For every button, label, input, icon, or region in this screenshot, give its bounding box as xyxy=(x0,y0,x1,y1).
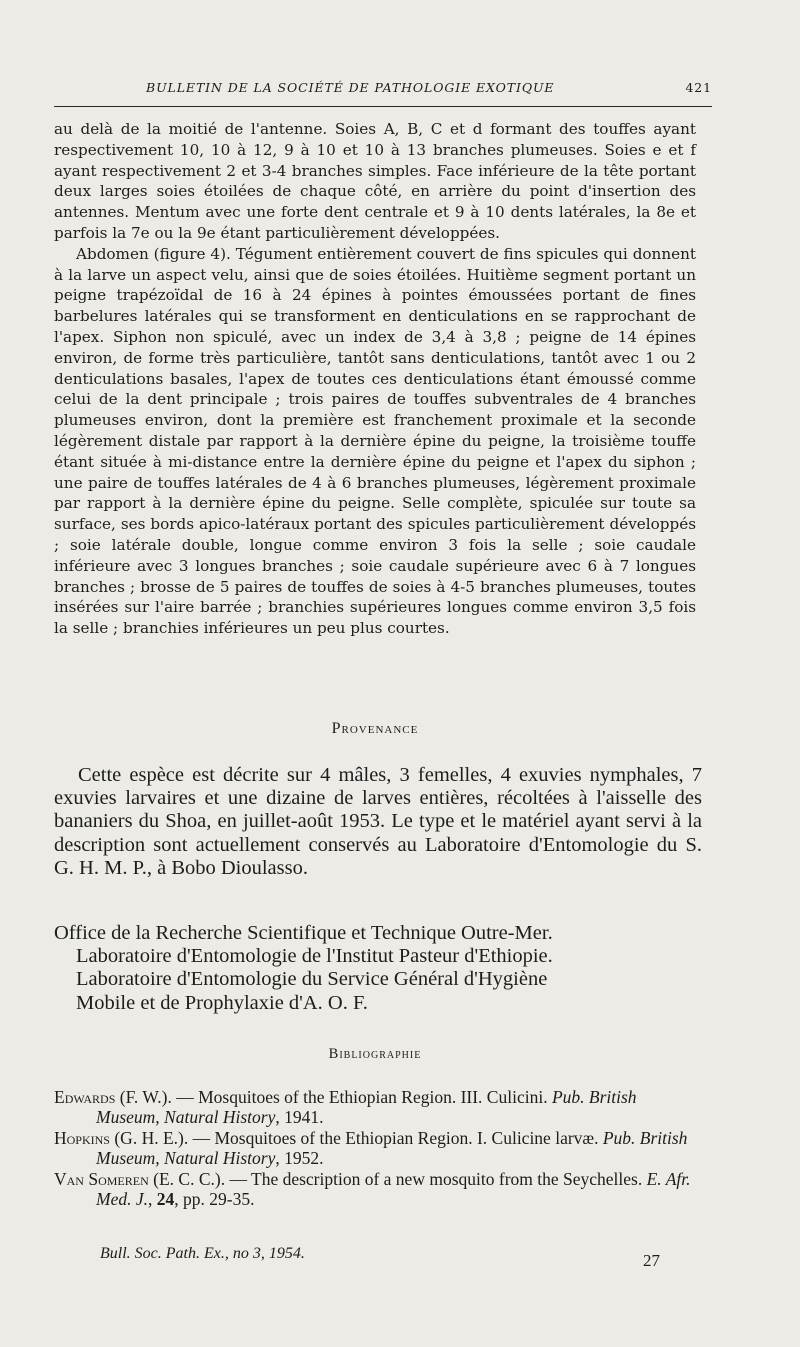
affiliation-line: Laboratoire d'Entomologie de l'Institut Pasteur d'Ethiopie. xyxy=(76,945,553,968)
bib-rest: , pp. 29-35. xyxy=(174,1189,255,1209)
provenance-text: Cette espèce est décrite sur 4 mâles, 3 femelles, 4 exuvies nymphales, 7 exuvies larvaires et une dizaine de larves entières, récoltées à l'aisselle des bananiers du Shoa, en juillet-août 1953. Le type et le matériel ayant servi à la description sont actuellement conservés au Laboratoire d'Entomologie du S. G. H. M. P., à Bobo Dioulasso. xyxy=(54,764,702,879)
bib-author: Hopkins xyxy=(54,1128,110,1148)
bib-rest: , 1952. xyxy=(275,1148,324,1168)
bib-author: Edwards xyxy=(54,1087,116,1107)
bibliography-heading: Bibliographie xyxy=(328,1046,422,1062)
bib-initials: (E. C. C.). — xyxy=(148,1169,251,1189)
bibliography-entry xyxy=(54,1128,702,1168)
bib-author: Van Someren xyxy=(54,1169,149,1189)
bib-title: Mosquitoes of the Ethiopian Region. I. Culicine larvæ. xyxy=(214,1128,603,1148)
paragraph-head-description: au delà de la moitié de l'antenne. Soies A, B, C et d formant des touffes ayant respectivement 10, 10 à 12, 9 à 10 et 10 à 13 branches plumeuses. Soies e et f ayant respectivement 2 et 3-4 branches simples. Face inférieure de la tête portant deux larges soies étoilées de chaque côté, en arrière du point d'insertion des antennes. Mentum avec une forte dent centrale et 9 à 10 dents latérales, la 8e et parfois la 7e ou la 9e étant particulièrement développées. xyxy=(54,120,696,242)
bib-volume: 24 xyxy=(156,1189,175,1209)
page-footer xyxy=(100,1245,660,1270)
bibliography-entry xyxy=(54,1087,702,1127)
footer-reference: Bull. Soc. Path. Ex., no 3, 1954. xyxy=(100,1245,305,1262)
body-text xyxy=(54,119,696,639)
paragraph-abdomen: Abdomen (figure 4). Tégument entièrement couvert de fins spicules qui donnent à la larve un aspect velu, ainsi que de soies étoilées. Huitième segment portant un peigne trapézoïdal de 16 à 24 épines à pointes émoussées portant de fines barbelures latérales qui se transforment en denticulations en se rapprochant de l'apex. Siphon non spiculé, avec un index de 3,4 à 3,8 ; peigne de 14 épines environ, de forme très particulière, tantôt sans denticulations, tantôt avec 1 ou 2 denticulations basales, l'apex de toutes ces denticulations étant émoussé comme celui de la dent principale ; trois paires de touffes subventrales de 4 branches plumeuses environ, dont la première est franchement proximale et la seconde légèrement distale par rapport à la dernière épine du peigne, la troisième touffe étant située à mi-distance entre la dernière épine du peigne et l'apex du siphon ; une paire de touffes latérales de 4 à 6 branches plumeuses, légèrement proximale par rapport à la dernière épine du peigne. Selle complète, spiculée sur toute sa surface, ses bords apico-latéraux portant des spicules particulièrement développés ; soie latérale double, longue comme environ 3 fois la selle ; soie caudale inférieure avec 3 longues branches ; soie caudale supérieure avec 6 à 7 longues branches ; brosse de 5 paires de touffes de soies à 4-5 branches plumeuses, toutes insérées sur l'aire barrée ; branchies supérieures longues comme environ 3,5 fois la selle ; branchies inférieures un peu plus courtes. xyxy=(54,244,696,638)
bib-source: Pub. British Museum, Natural History xyxy=(96,1128,688,1168)
bib-initials: (F. W.). — xyxy=(115,1087,199,1107)
page-number: 421 xyxy=(685,80,712,95)
affiliation-line: Mobile et de Prophylaxie d'A. O. F. xyxy=(76,991,368,1014)
running-title: BULLETIN DE LA SOCIÉTÉ DE PATHOLOGIE EXOTIQUE xyxy=(146,80,555,95)
bib-title: The description of a new mosquito from the Seychelles. xyxy=(251,1169,647,1189)
affiliations xyxy=(54,922,702,1015)
provenance-section xyxy=(54,764,702,880)
bib-source: Pub. British Museum, Natural History xyxy=(96,1087,637,1127)
bib-rest: , 1941. xyxy=(275,1107,324,1127)
provenance-heading: Provenance xyxy=(331,720,419,737)
bib-title: Mosquitoes of the Ethiopian Region. III. Culicini. xyxy=(198,1087,552,1107)
signature-number: 27 xyxy=(643,1251,660,1270)
bib-source: E. Afr. Med. J. xyxy=(96,1169,691,1209)
bibliography-entry: Van Someren (E. C. C.). — The description of a new mosquito from the Seychelles. E. Afr. Med. J., 24, pp. 29-35. xyxy=(54,1169,691,1209)
bibliography-list xyxy=(54,1087,702,1210)
header-rule xyxy=(54,106,712,107)
affiliation-line: Office de la Recherche Scientifique et Technique Outre-Mer. xyxy=(54,922,553,944)
affiliation-line: Laboratoire d'Entomologie du Service Général d'Hygiène xyxy=(76,968,548,991)
bib-initials: (G. H. E.). — xyxy=(109,1128,215,1148)
